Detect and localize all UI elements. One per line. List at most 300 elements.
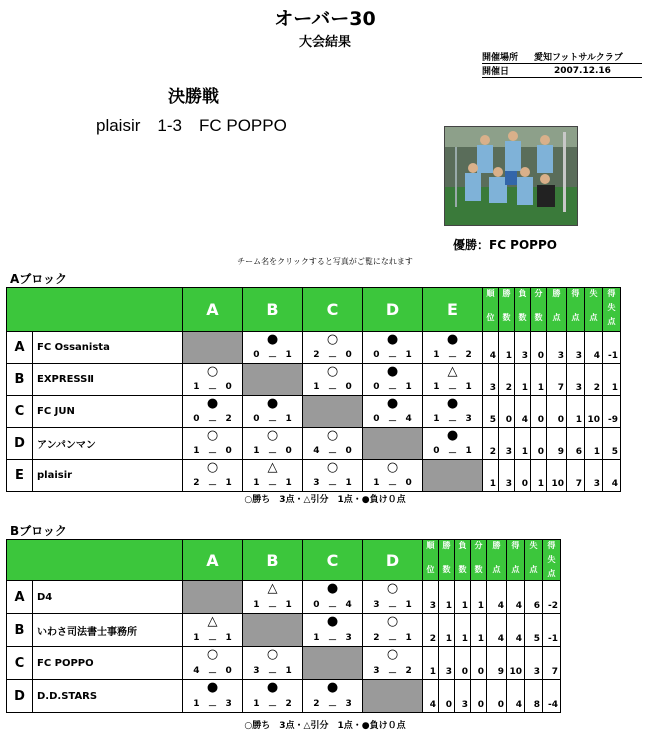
stat-header-char: 失 [607,303,616,312]
match-result-cell [363,332,423,364]
score-part: 1 [285,666,292,676]
score-part: 0 [373,350,380,360]
score-part: 1 [373,478,380,488]
score-part: － [447,417,457,427]
score-part: 0 [225,666,232,676]
match-result-cell [303,332,363,364]
result-icon: ○ [386,614,399,629]
match-score [243,666,302,679]
stat-value: 4 [603,460,621,492]
team-name-link[interactable]: FC POPPO [33,647,183,680]
score-part: 3 [373,666,380,676]
stat-header [439,540,455,581]
stat-value: 4 [515,396,531,428]
stat-value: -4 [543,680,561,713]
stat-value: 5 [603,428,621,460]
page-subtitle: 大会結果 [298,35,351,50]
score-part: 1 [285,350,292,360]
winner-label: 優勝：FC POPPO [453,238,557,252]
team-name-link[interactable]: アンパンマン [33,428,183,460]
team-row [7,364,621,396]
stat-value: 3 [567,332,585,364]
stat-value: 1 [455,614,471,647]
match-score [423,446,482,459]
self-match-cell [423,460,483,492]
team-row [7,581,561,614]
row-letter: C [7,647,33,680]
stat-header [455,540,471,581]
score-part: 0 [253,350,260,360]
result-icon: ● [266,332,279,347]
score-part: 1 [193,633,200,643]
stat-header-char: 数 [474,565,483,574]
match-score [423,414,482,427]
row-letter: D [7,428,33,460]
match-score [183,633,242,646]
stat-value: 6 [525,581,543,614]
match-result-cell [183,364,243,396]
stat-value: 0 [531,332,547,364]
match-result-cell [243,581,303,614]
score-part: － [267,417,277,427]
score-part: － [327,385,337,395]
match-score [183,699,242,712]
stat-header [471,540,487,581]
stat-header [515,288,531,332]
result-icon: ● [446,428,459,443]
stat-header-char: 順 [426,541,435,550]
match-result-cell [423,332,483,364]
score-part: 2 [225,414,232,424]
stat-value: 3 [439,647,455,680]
team-row [7,614,561,647]
score-part: 3 [465,414,472,424]
team-name-link[interactable]: D.D.STARS [33,680,183,713]
match-result-cell [243,396,303,428]
score-part: 2 [313,350,320,360]
score-part: 4 [313,446,320,456]
result-icon: ○ [206,460,219,475]
stat-header-char: 数 [534,313,543,322]
score-part: － [327,353,337,363]
stat-value: 0 [455,647,471,680]
stat-header-char: 分 [534,289,543,298]
score-part: － [327,603,337,613]
match-score [243,414,302,427]
score-part: － [387,669,397,679]
match-result-cell [183,396,243,428]
score-part: 3 [313,478,320,488]
match-score [423,350,482,363]
score-part: 0 [405,478,412,488]
stat-value: 2 [483,428,499,460]
row-letter: C [7,396,33,428]
stat-value: 1 [531,364,547,396]
score-part: 2 [285,699,292,709]
score-part: － [387,353,397,363]
stat-header [487,540,507,581]
click-note: チーム名をクリックすると写真がご覧になれます [237,257,413,266]
stat-value: 7 [567,460,585,492]
match-result-cell [303,460,363,492]
stat-value: 0 [531,428,547,460]
match-score [183,478,242,491]
match-result-cell [243,460,303,492]
row-letter: E [7,460,33,492]
score-part: 1 [253,446,260,456]
score-part: 1 [253,699,260,709]
match-score [183,382,242,395]
row-letter: A [7,581,33,614]
match-score [243,600,302,613]
header-blank [7,540,183,581]
stat-header [547,288,567,332]
match-result-cell [243,647,303,680]
stat-header-char: 分 [474,541,483,550]
score-part: － [267,449,277,459]
result-icon: ● [446,396,459,411]
result-icon: ○ [266,428,279,443]
self-match-cell [303,396,363,428]
stat-value: 10 [547,460,567,492]
stat-value: 7 [543,647,561,680]
match-score [303,446,362,459]
score-part: － [207,417,217,427]
stat-value: 1 [483,460,499,492]
result-icon: ● [446,332,459,347]
match-result-cell [183,428,243,460]
result-icon: ○ [266,647,279,662]
stat-value: 5 [483,396,499,428]
stat-header-char: 点 [547,569,556,578]
team-name-link[interactable]: EXPRESSⅡ [33,364,183,396]
column-header-e: E [423,288,483,332]
stat-value: 0 [471,680,487,713]
score-part: 1 [225,633,232,643]
match-result-cell [183,647,243,680]
match-score [423,382,482,395]
result-icon: ● [386,396,399,411]
match-score [303,699,362,712]
score-part: － [387,417,397,427]
score-part: 3 [225,699,232,709]
stat-header-char: 点 [492,565,501,574]
match-score [363,478,422,491]
score-part: 1 [433,382,440,392]
result-icon: ○ [386,581,399,596]
score-part: － [447,385,457,395]
stat-value: 3 [455,680,471,713]
score-part: － [207,449,217,459]
score-part: 1 [253,600,260,610]
match-score [363,633,422,646]
result-icon: ● [386,364,399,379]
match-score [363,600,422,613]
stat-header-char: 点 [511,565,520,574]
stat-value: 3 [547,332,567,364]
score-part: 0 [225,446,232,456]
stat-value: 1 [567,396,585,428]
score-part: 1 [405,600,412,610]
score-part: － [267,481,277,491]
self-match-cell [303,647,363,680]
stat-header-char: 点 [552,313,561,322]
match-result-cell [183,460,243,492]
final-heading: 決勝戦 [168,87,219,107]
stat-header [423,540,439,581]
result-icon: ○ [326,332,339,347]
stat-value: 4 [423,680,439,713]
score-part: 3 [253,666,260,676]
match-score [363,382,422,395]
stat-value: 1 [603,364,621,396]
team-row [7,396,621,428]
stat-value: 2 [499,364,515,396]
stat-value: 3 [483,364,499,396]
match-result-cell [363,581,423,614]
score-part: 1 [285,414,292,424]
result-icon: ○ [206,428,219,443]
column-header-a: A [183,540,243,581]
match-score [303,600,362,613]
result-icon: ● [206,680,219,695]
score-part: － [207,636,217,646]
team-row [7,428,621,460]
score-part: 0 [433,446,440,456]
match-result-cell [423,396,483,428]
score-part: － [387,636,397,646]
stat-header-char: 数 [458,565,467,574]
match-score [363,666,422,679]
stat-header [525,540,543,581]
match-result-cell [183,680,243,713]
stat-value: 1 [423,647,439,680]
stat-header-char: 失 [547,555,556,564]
column-header-b: B [243,540,303,581]
date-label: 開催日 [482,67,510,77]
score-part: 0 [225,382,232,392]
score-part: 1 [285,600,292,610]
stat-header [585,288,603,332]
stat-value: 1 [515,364,531,396]
score-part: 2 [465,350,472,360]
stat-value: -2 [543,581,561,614]
team-name-link[interactable]: FC JUN [33,396,183,428]
stat-value: -1 [543,614,561,647]
stat-value: 9 [547,428,567,460]
match-result-cell [303,614,363,647]
result-icon: ○ [386,647,399,662]
stat-value: 0 [531,396,547,428]
result-icon: ○ [386,460,399,475]
stat-header-char: 勝 [442,541,451,550]
stat-value: 5 [525,614,543,647]
stat-value: 9 [487,647,507,680]
stat-value: 0 [515,460,531,492]
match-result-cell [423,364,483,396]
match-score [183,414,242,427]
team-row [7,680,561,713]
result-icon: △ [447,364,458,379]
score-part: － [207,669,217,679]
row-letter: B [7,614,33,647]
self-match-cell [243,614,303,647]
team-row [7,460,621,492]
stat-header-char: 失 [589,289,598,298]
stat-value: 1 [531,460,547,492]
stat-value: 1 [455,581,471,614]
score-part: － [207,481,217,491]
result-icon: ○ [326,460,339,475]
score-part: 0 [345,446,352,456]
stat-value: 4 [487,581,507,614]
score-part: 1 [313,382,320,392]
stat-header-char: 点 [589,313,598,322]
match-score [183,446,242,459]
stat-value: 3 [515,332,531,364]
score-part: － [267,669,277,679]
result-icon: ● [266,680,279,695]
block-b-title: Bブロック [10,524,67,538]
match-result-cell [303,364,363,396]
score-part: 0 [373,382,380,392]
team-name-link[interactable]: plaisir [33,460,183,492]
stat-header-char: 点 [529,565,538,574]
score-part: 4 [193,666,200,676]
self-match-cell [243,364,303,396]
block-a-table [6,287,621,492]
match-score [303,633,362,646]
stat-value: 10 [585,396,603,428]
match-result-cell [363,364,423,396]
stat-value: 3 [585,460,603,492]
team-row [7,332,621,364]
stat-value: 1 [471,581,487,614]
match-result-cell [363,614,423,647]
match-result-cell [243,332,303,364]
result-icon: △ [267,581,278,596]
match-result-cell [303,428,363,460]
stat-value: 0 [487,680,507,713]
match-score [243,350,302,363]
block-b-legend: ○勝ち 3点・△引分 1点・●負け０点 [244,721,406,731]
date-row [482,64,642,78]
match-result-cell [363,460,423,492]
score-part: 0 [345,382,352,392]
result-icon: ● [326,614,339,629]
self-match-cell [363,680,423,713]
stat-value: 4 [483,332,499,364]
block-a-title: Aブロック [10,272,68,286]
stat-header-char: 得 [511,541,520,550]
column-header-c: C [303,288,363,332]
score-part: － [327,636,337,646]
column-header-c: C [303,540,363,581]
stat-header-char: 点 [607,317,616,326]
score-part: － [327,702,337,712]
stat-header-char: 数 [442,565,451,574]
score-part: 4 [405,414,412,424]
stat-header-char: 勝 [552,289,561,298]
stat-value: 4 [487,614,507,647]
score-part: － [267,353,277,363]
match-result-cell [183,614,243,647]
venue-value: 愛知フットサルクラブ [534,53,623,63]
stat-value: 1 [439,614,455,647]
team-name-link[interactable]: FC Ossanista [33,332,183,364]
stat-header [531,288,547,332]
match-result-cell [303,680,363,713]
stat-value: 0 [471,647,487,680]
stat-header-char: 位 [486,313,495,322]
stat-header-char: 勝 [502,289,511,298]
score-part: － [327,481,337,491]
stat-value: -9 [603,396,621,428]
stat-value: 2 [585,364,603,396]
stat-value: 4 [507,680,525,713]
score-part: 1 [465,446,472,456]
stat-header-char: 負 [518,289,527,298]
match-score [243,699,302,712]
header-blank [7,288,183,332]
score-part: － [327,449,337,459]
score-part: － [387,481,397,491]
score-part: 0 [373,414,380,424]
score-part: 3 [345,633,352,643]
stat-header-char: 点 [571,313,580,322]
score-part: 1 [225,478,232,488]
stat-value: 3 [499,460,515,492]
match-score [243,478,302,491]
match-result-cell [363,396,423,428]
column-header-a: A [183,288,243,332]
stat-header [507,540,525,581]
match-score [183,666,242,679]
stat-header-char: 負 [458,541,467,550]
page-title: オーバー30 [274,8,376,30]
stat-header-char: 数 [518,313,527,322]
result-icon: ○ [326,428,339,443]
event-info [482,50,642,78]
stat-header-char: 勝 [492,541,501,550]
score-part: 1 [433,350,440,360]
date-value: 2007.12.16 [554,65,611,76]
score-part: 1 [285,478,292,488]
column-header-d: D [363,288,423,332]
score-part: 4 [345,600,352,610]
match-score [363,350,422,363]
stat-value: 6 [567,428,585,460]
team-name-link[interactable]: D4 [33,581,183,614]
match-score [303,382,362,395]
column-header-d: D [363,540,423,581]
venue-row [482,50,642,64]
stat-value: 8 [525,680,543,713]
stat-value: 1 [499,332,515,364]
score-part: 0 [193,414,200,424]
stat-header-char: 得 [547,541,556,550]
result-icon: △ [267,460,278,475]
stat-value: 3 [567,364,585,396]
score-part: 0 [313,600,320,610]
team-name-link[interactable]: いわさ司法書士事務所 [33,614,183,647]
self-match-cell [183,581,243,614]
match-result-cell [423,428,483,460]
stat-header [543,540,561,581]
score-part: 1 [313,633,320,643]
score-part: － [207,385,217,395]
stat-value: 7 [547,364,567,396]
